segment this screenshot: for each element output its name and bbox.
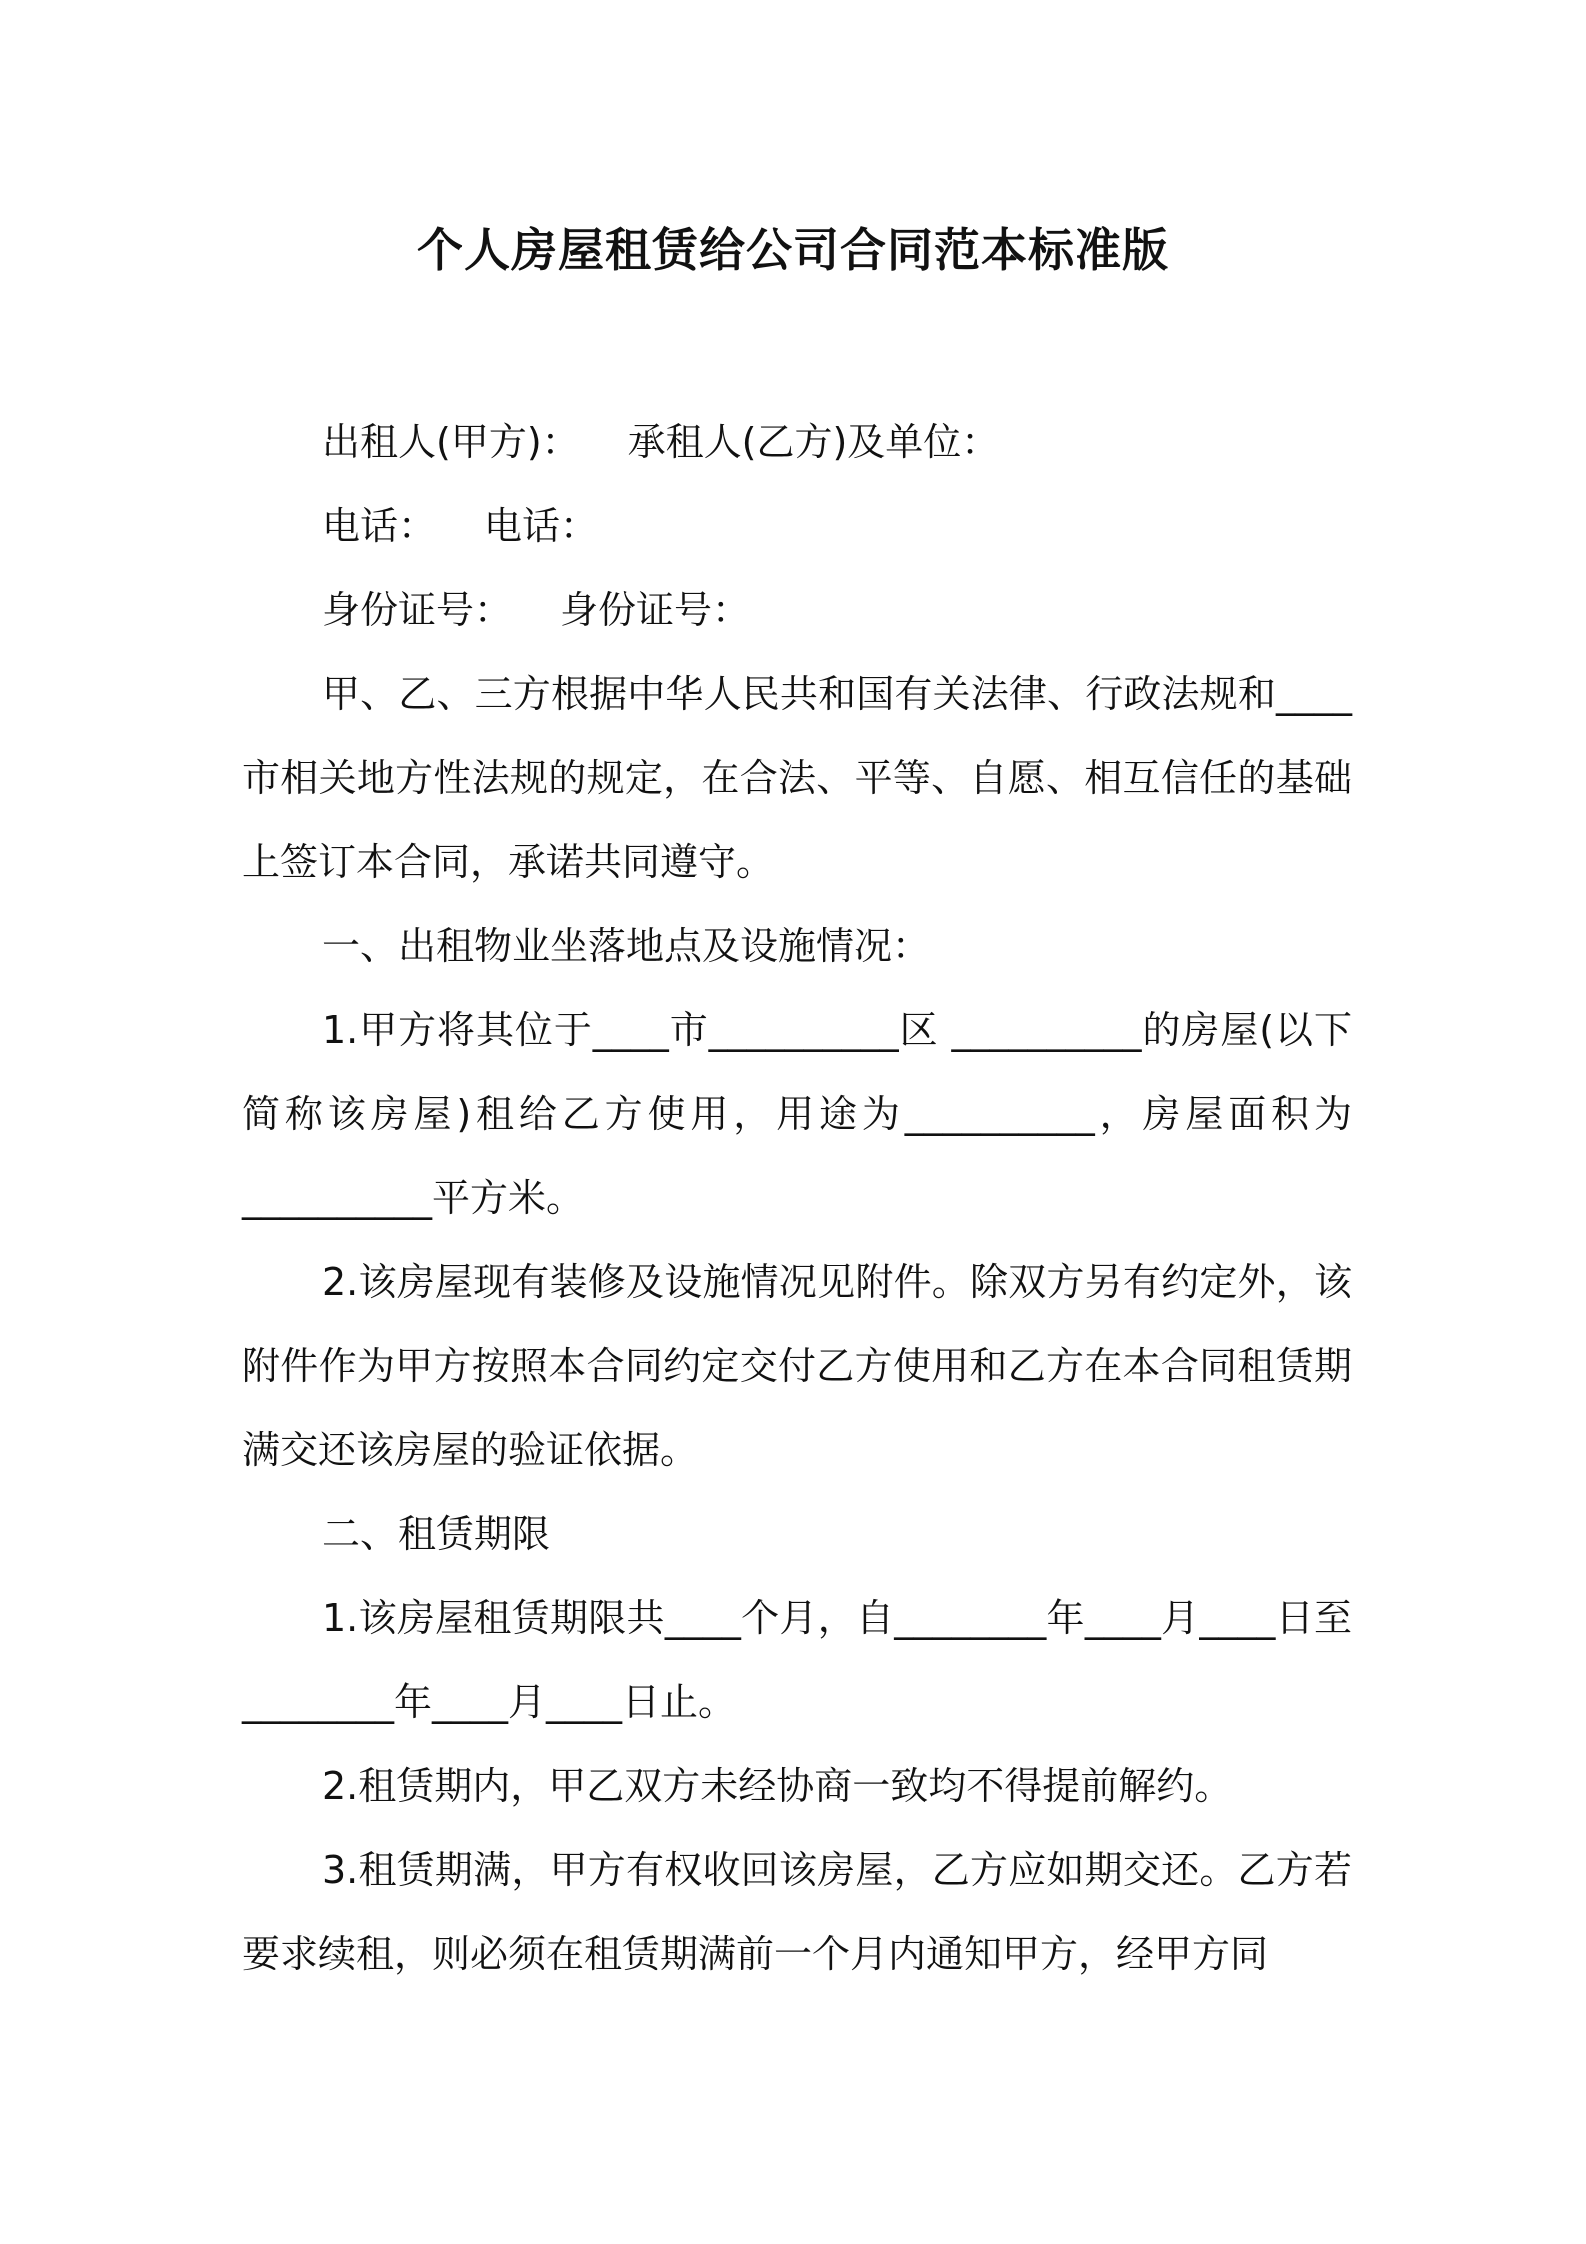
id-line	[242, 568, 1352, 652]
lessee-label: 承租人(乙方)及单位：	[627, 420, 1000, 464]
preamble-paragraph: 甲、乙、三方根据中华人民共和国有关法律、行政法规和____市相关地方性法规的规定，在合法、平等、自愿、相互信任的基础上签订本合同，承诺共同遵守。	[242, 672, 1352, 884]
section1-item2: 2.该房屋现有装修及设施情况见附件。除双方另有约定外，该附件作为甲方按照本合同约定交付乙方使用和乙方在本合同租赁期满交还该房屋的验证依据。	[242, 1260, 1352, 1472]
section1-item1: 1.甲方将其位于____市__________区 __________的房屋(以下简称该房屋)租给乙方使用，用途为__________，房屋面积为__________平方米。	[242, 1008, 1352, 1220]
id-label-b: 身份证号：	[560, 588, 751, 632]
id-label-a: 身份证号：	[322, 588, 513, 632]
phone-label-b: 电话：	[484, 504, 599, 548]
document-body	[242, 400, 1352, 1996]
section2-heading: 二、租赁期限	[322, 1512, 551, 1556]
section2-item2: 2.租赁期内，甲乙双方未经协商一致均不得提前解约。	[322, 1764, 1233, 1808]
party-line	[242, 400, 1352, 484]
section2-item1: 1.该房屋租赁期限共____个月，自________年____月____日至________年____月____日止。	[242, 1596, 1352, 1724]
document-title: 个人房屋租赁给公司合同范本标准版	[417, 223, 1169, 277]
phone-label-a: 电话：	[322, 504, 437, 548]
section1-heading: 一、出租物业坐落地点及设施情况：	[322, 924, 931, 968]
section2-item3: 3.租赁期满，甲方有权收回该房屋，乙方应如期交还。乙方若要求续租，则必须在租赁期满前一个月内通知甲方，经甲方同	[242, 1848, 1352, 1976]
lessor-label: 出租人(甲方)：	[322, 420, 580, 464]
phone-line	[242, 484, 1352, 568]
